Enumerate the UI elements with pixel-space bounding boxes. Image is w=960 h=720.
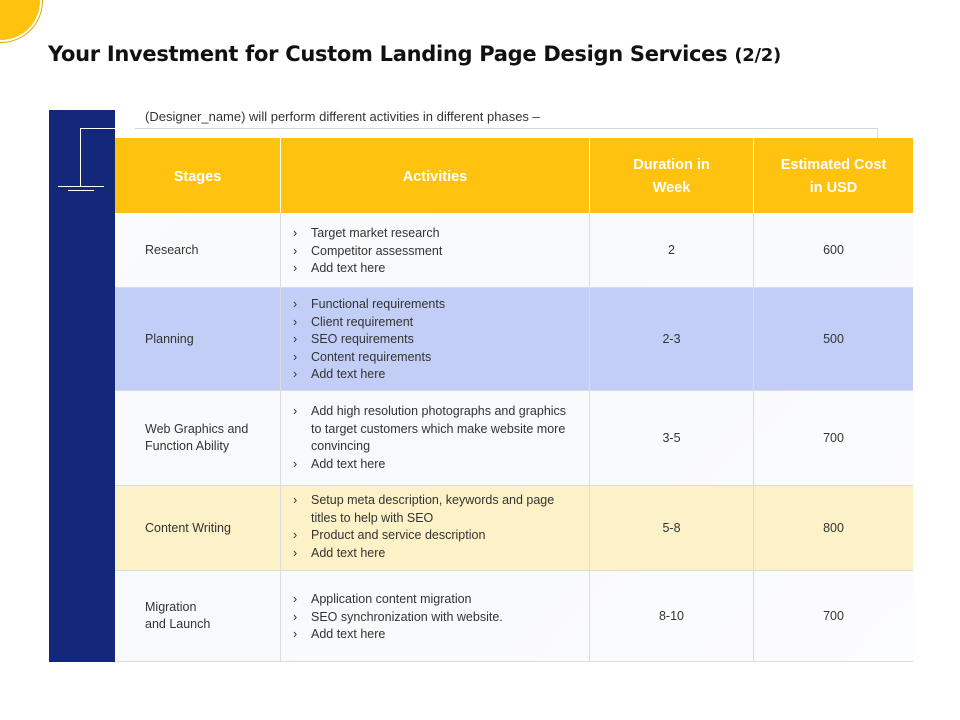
page-title-main: Your Investment for Custom Landing Page Design Services xyxy=(48,42,735,66)
header-cost xyxy=(754,138,913,213)
activities-cell xyxy=(281,486,590,571)
cost-cell: 500 xyxy=(754,288,913,391)
subtitle-divider xyxy=(135,128,877,129)
activity-item: › Add text here xyxy=(293,545,579,563)
activity-item: › Add high resolution photographs and graphics to target customers which make website more convincing xyxy=(293,403,579,456)
activity-item: › SEO requirements xyxy=(293,331,579,349)
stage-name: Migration xyxy=(145,600,197,614)
table-row xyxy=(115,213,913,288)
activity-item: › Product and service description xyxy=(293,527,579,545)
table-row xyxy=(115,571,913,662)
activity-item: › Add text here xyxy=(293,366,579,384)
stage-name: Planning xyxy=(145,331,194,346)
page-title-suffix: (2/2) xyxy=(734,45,781,66)
duration-cell: 5-8 xyxy=(590,486,754,571)
activity-item: › Add text here xyxy=(293,260,579,278)
stage-name: Web Graphics and xyxy=(145,422,249,436)
activity-item: › Content requirements xyxy=(293,349,579,367)
stage-cell xyxy=(115,486,281,571)
bracket-line-top xyxy=(80,128,116,129)
table-row xyxy=(115,391,913,486)
header-duration-line1: Duration in xyxy=(633,157,710,173)
cost-cell: 800 xyxy=(754,486,913,571)
activity-item: › Setup meta description, keywords and page titles to help with SEO xyxy=(293,492,579,527)
activity-item: › Add text here xyxy=(293,626,579,644)
stage-cell xyxy=(115,391,281,486)
duration-cell: 8-10 xyxy=(590,571,754,662)
navy-side-bar xyxy=(49,110,115,662)
header-cost-line1: Estimated Cost xyxy=(780,157,887,173)
subtitle: (Designer_name) will perform different activities in different phases – xyxy=(145,109,540,124)
page-title xyxy=(48,42,781,66)
duration-cell: 2 xyxy=(590,213,754,288)
activities-cell xyxy=(281,571,590,662)
header-cost-line2: in USD xyxy=(809,180,858,196)
table-header-row xyxy=(115,138,913,213)
activity-item: › Application content migration xyxy=(293,591,579,609)
activities-cell xyxy=(281,288,590,391)
stage-name: Content Writing xyxy=(145,520,231,535)
cost-cell: 700 xyxy=(754,391,913,486)
table-row xyxy=(115,288,913,391)
activity-item: › Target market research xyxy=(293,225,579,243)
activity-item: › Competitor assessment xyxy=(293,243,579,261)
stage-name-line2: and Launch xyxy=(145,617,211,631)
activity-item: › Add text here xyxy=(293,456,579,474)
header-stages: Stages xyxy=(115,138,281,213)
bracket-line-bottom-short xyxy=(68,190,94,191)
cost-cell: 600 xyxy=(754,213,913,288)
investment-table xyxy=(115,138,913,662)
header-duration xyxy=(590,138,754,213)
stage-name: Research xyxy=(145,242,199,257)
bracket-line-bottom xyxy=(58,186,104,187)
header-activities: Activities xyxy=(281,138,590,213)
activity-item: › Functional requirements xyxy=(293,296,579,314)
activity-item: › Client requirement xyxy=(293,314,579,332)
activity-item: › SEO synchronization with website. xyxy=(293,609,579,627)
duration-cell: 2-3 xyxy=(590,288,754,391)
stage-cell xyxy=(115,213,281,288)
stage-cell xyxy=(115,288,281,391)
corner-decoration-circle xyxy=(0,0,42,42)
table-row xyxy=(115,486,913,571)
cost-cell: 700 xyxy=(754,571,913,662)
stage-cell xyxy=(115,571,281,662)
stage-name-line2: Function Ability xyxy=(145,439,230,453)
activities-cell xyxy=(281,391,590,486)
bracket-line-vertical xyxy=(80,128,81,186)
activities-cell xyxy=(281,213,590,288)
duration-cell: 3-5 xyxy=(590,391,754,486)
header-duration-line2: Week xyxy=(652,180,691,196)
